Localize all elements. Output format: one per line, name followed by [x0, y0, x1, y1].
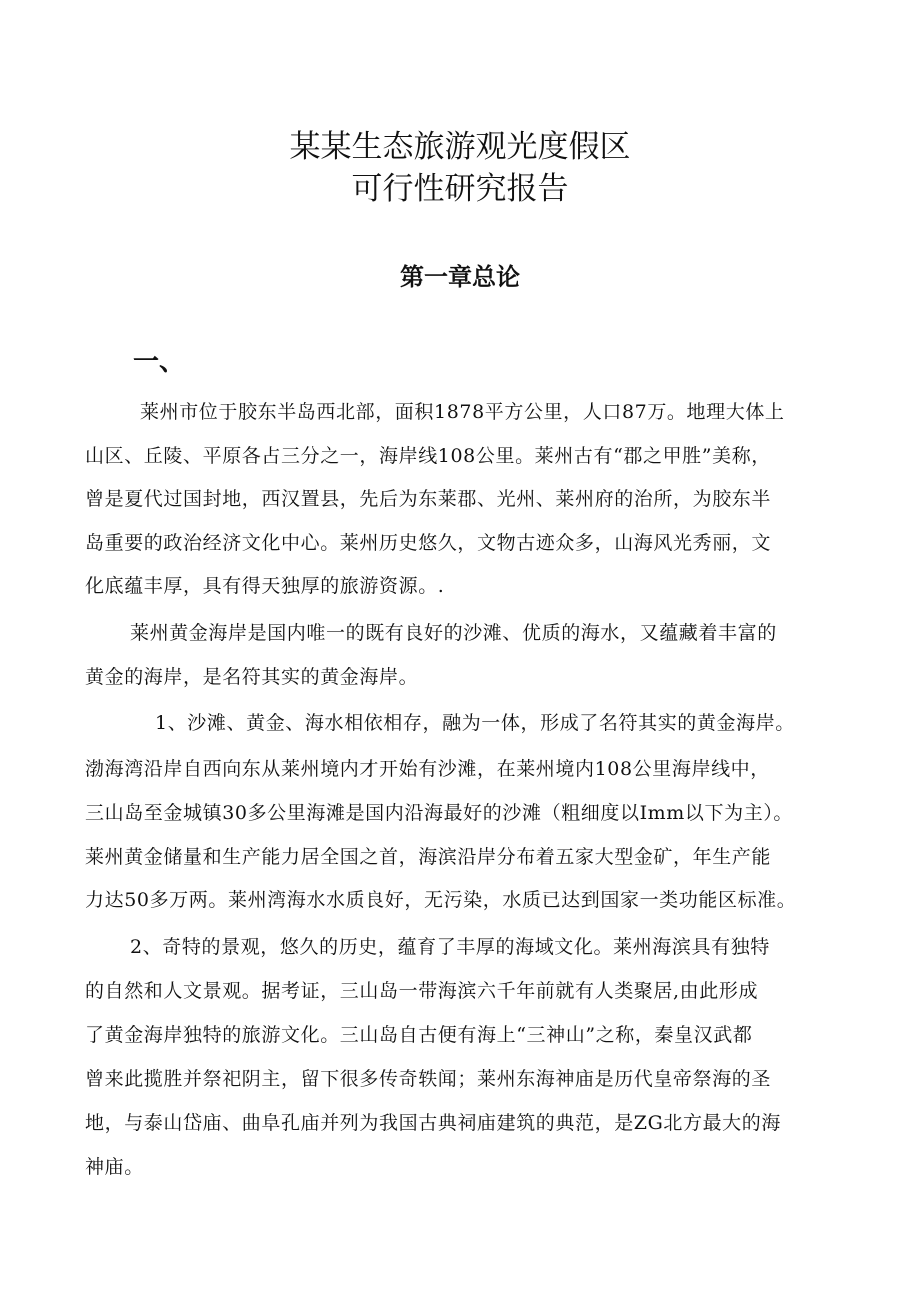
paragraph-line: 了黄金海岸独特的旅游文化。三山岛自古便有海上“三神山”之称，秦皇汉武都: [85, 1024, 753, 1046]
paragraph-line: 1、沙滩、黄金、海水相依相存，融为一体，形成了名符其实的黄金海岸。: [155, 712, 795, 734]
paragraph-line: 渤海湾沿岸自西向东从莱州境内才开始有沙滩，在莱州境内108公里海岸线中，: [85, 758, 770, 780]
paragraph-line: 地，与泰山岱庙、曲阜孔庙并列为我国古典祠庙建筑的典范，是ZG北方最大的海: [85, 1112, 781, 1134]
paragraph-line: 2、奇特的景观，悠久的历史，蕴育了丰厚的海域文化。莱州海滨具有独特: [130, 936, 770, 958]
chapter-heading: 第一章总论: [400, 263, 520, 291]
paragraph-line: 曾是夏代过国封地，西汉置县，先后为东莱郡、光州、莱州府的治所，为胶东半: [85, 488, 772, 510]
paragraph-line: 山区、丘陵、平原各占三分之一，海岸线108公里。莱州古有“郡之甲胜”美称，: [85, 445, 771, 467]
paragraph-line: 力达50多万两。莱州湾海水水质良好，无污染，水质已达到国家一类功能区标准。: [85, 889, 797, 911]
paragraph-line: 的自然和人文景观。据考证，三山岛一带海滨六千年前就有人类聚居,由此形成: [85, 980, 759, 1002]
paragraph-line: 三山岛至金城镇30多公里海滩是国内沿海最好的沙滩（粗细度以Imm以下为主）。: [85, 802, 794, 824]
paragraph-line: 黄金的海岸，是名符其实的黄金海岸。: [85, 666, 419, 688]
paragraph-line: 曾来此揽胜并祭祀阴主，留下很多传奇轶闻；莱州东海神庙是历代皇帝祭海的圣: [85, 1068, 772, 1090]
paragraph-line: 岛重要的政治经济文化中心。莱州历史悠久，文物古迹众多，山海风光秀丽，文: [85, 532, 772, 554]
document-title-line-1: 某某生态旅游观光度假区: [289, 129, 631, 165]
paragraph-line: 莱州黄金储量和生产能力居全国之首，海滨沿岸分布着五家大型金矿，年生产能: [85, 846, 772, 868]
paragraph-line: 化底蕴丰厚，具有得天独厚的旅游资源。.: [85, 575, 445, 597]
paragraph-line: 莱州黄金海岸是国内唯一的既有良好的沙滩、优质的海水，又蕴藏着丰富的: [130, 622, 777, 644]
document-title-line-2: 可行性研究报告: [351, 171, 569, 207]
paragraph-line: 莱州市位于胶东半岛西北部，面积1878平方公里，人口87万。地理大体上: [140, 401, 785, 423]
section-heading: 一、: [133, 347, 186, 377]
paragraph-line: 神庙。: [85, 1156, 144, 1178]
